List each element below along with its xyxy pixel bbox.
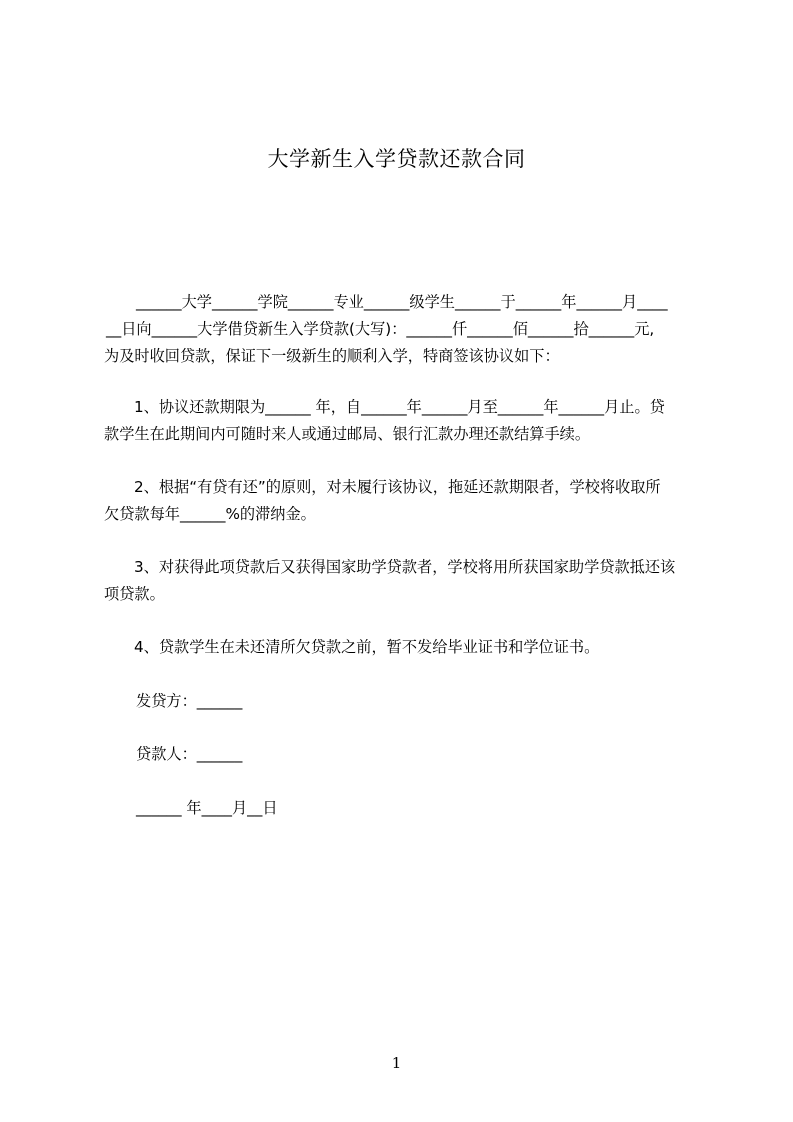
intro-line-3: 为及时收回贷款，保证下一级新生的顺利入学，特商签该协议如下： xyxy=(104,347,560,365)
clause-2-line-1: 2、根据“有贷有还”的原则，对未履行该协议，拖延还款期限者，学校将收取所 xyxy=(134,478,661,496)
clause-2 xyxy=(104,474,704,528)
borrower-signature-line: 贷款人：______ xyxy=(136,745,243,763)
document-title: 大学新生入学贷款还款合同 xyxy=(267,147,526,171)
clause-3 xyxy=(104,554,704,608)
clause-1-line-1: 1、协议还款期限为______ 年，自______年______月至______年______月止。贷 xyxy=(134,398,665,416)
lender-signature-line: 发贷方：______ xyxy=(136,692,243,710)
clause-3-line-2: 项贷款。 xyxy=(104,585,165,603)
clause-3-line-1: 3、对获得此项贷款后又获得国家助学贷款者，学校将用所获国家助学贷款抵还该 xyxy=(134,558,676,576)
intro-line-2: __日向______大学借贷新生入学贷款(大写)：______仟______佰______拾______元, xyxy=(106,320,655,338)
date-line: ______ 年____月__日 xyxy=(136,799,278,817)
page-number: 1 xyxy=(391,1054,402,1072)
clause-4 xyxy=(104,634,704,661)
clause-2-line-2: 欠贷款每年______%的滞纳金。 xyxy=(104,505,316,523)
intro-paragraph xyxy=(104,289,704,370)
intro-line-1: ______大学______学院______专业______级学生______于______年______月____ xyxy=(136,293,668,311)
clause-1 xyxy=(104,394,704,448)
clause-4-line-1: 4、贷款学生在未还清所欠贷款之前，暂不发给毕业证书和学位证书。 xyxy=(134,638,600,656)
clause-1-line-2: 款学生在此期间内可随时来人或通过邮局、银行汇款办理还款结算手续。 xyxy=(104,425,590,443)
